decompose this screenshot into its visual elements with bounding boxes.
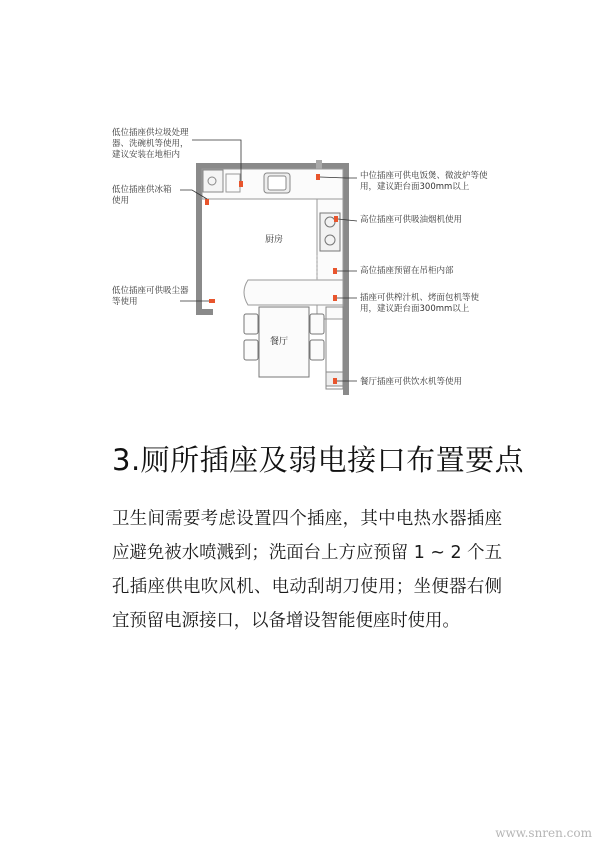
- socket-marker: [333, 295, 337, 301]
- socket-marker: [334, 216, 338, 222]
- sink: [264, 173, 290, 193]
- socket-marker: [205, 199, 209, 205]
- annotation-juicer-socket: 插座可供榨汁机、烤面包机等使 用，建议距台面300mm以上: [360, 293, 480, 314]
- socket-marker: [209, 299, 215, 303]
- socket-marker: [333, 378, 337, 384]
- watermark: www.snren.com: [495, 826, 592, 840]
- room-label-dining: 餐厅: [270, 337, 289, 347]
- room-label-kitchen: 厨房: [265, 235, 284, 245]
- annotation-fridge-socket: 低位插座供冰箱 使用: [112, 185, 172, 206]
- section-heading: 3.厕所插座及弱电接口布置要点: [112, 443, 525, 477]
- annotation-cabinet-socket: 高位插座预留在吊柜内部: [360, 266, 454, 276]
- annotation-hood-socket: 高位插座可供吸油烟机使用: [360, 215, 463, 225]
- kitchen-floor-plan: [0, 0, 600, 420]
- annotation-water-socket: 餐厅插座可供饮水机等使用: [360, 377, 463, 387]
- chair: [310, 314, 324, 334]
- section-body: 卫生间需要考虑设置四个插座，其中电热水器插座应避免被水喷溅到；洗面台上方应预留 1 ~ 2 个五孔插座供电吹风机、电动刮胡刀使用；坐便器右侧宜预留电源接口，以备增设智能便座时使用。: [112, 509, 502, 631]
- annotation-garbage-socket: 低位插座供垃圾处理 器、洗碗机等使用， 建议安装在地柜内: [112, 128, 189, 160]
- socket-marker: [333, 268, 337, 274]
- socket-marker: [316, 174, 320, 180]
- chair: [244, 340, 258, 360]
- peninsula-counter: [244, 280, 343, 305]
- annotation-microwave-socket: 中位插座可供电饭煲、微波炉等使 用，建议距台面300mm以上: [360, 171, 488, 192]
- annotation-vacuum-socket: 低位插座可供吸尘器 等使用: [112, 286, 189, 307]
- socket-marker: [239, 181, 243, 187]
- chair: [244, 314, 258, 334]
- chair: [310, 340, 324, 360]
- fridge: [203, 170, 223, 192]
